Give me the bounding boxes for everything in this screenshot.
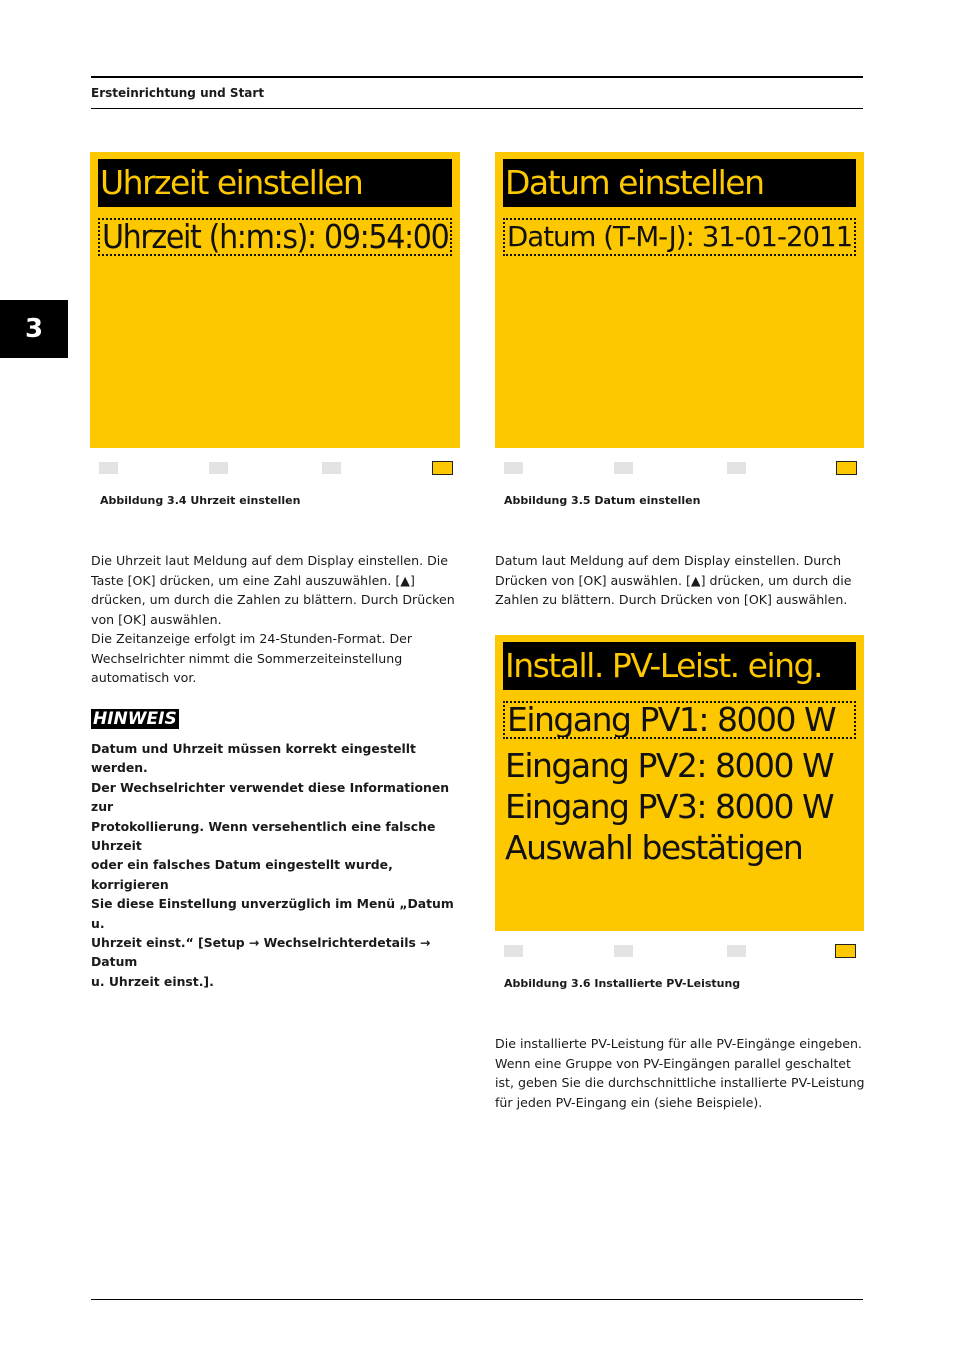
ok-button[interactable] (836, 461, 857, 475)
display-date-buttons (495, 462, 864, 476)
note-line: Der Wechselrichter verwendet diese Informationen zur (91, 779, 450, 815)
header-rule-bottom (91, 108, 863, 109)
display-time-selected: Uhrzeit (h:m:s): 09:54:00 (98, 218, 452, 256)
note-body (91, 739, 461, 991)
ok-button[interactable] (432, 461, 453, 475)
soft-button-2[interactable] (209, 462, 228, 474)
soft-button-3[interactable] (727, 462, 746, 474)
text-line: Datum laut Meldung auf dem Display einstellen. Durch (495, 553, 842, 568)
display-pv-line-3: Eingang PV3: 8000 W (505, 788, 834, 826)
text-line: Wenn eine Gruppe von PV-Eingängen parallel geschaltet (495, 1055, 851, 1071)
display-pv-title: Install. PV-Leist. eing. (503, 642, 856, 690)
text-line: ist, geben Sie die durchschnittliche installierte PV-Leistung (495, 1075, 865, 1090)
display-time-title: Uhrzeit einstellen (98, 159, 452, 207)
figure-caption-3-6: Abbildung 3.6 Installierte PV-Leistung (504, 977, 741, 990)
header-title: Ersteinrichtung und Start (91, 86, 265, 100)
text-line: von [OK] auswählen. (91, 611, 222, 627)
text-line: Wechselrichter nimmt die Sommerzeiteinstellung (91, 650, 403, 666)
note-line: Datum und Uhrzeit müssen korrekt eingestellt werden. (91, 741, 416, 776)
pv-instructions (495, 1034, 865, 1112)
chapter-tab: 3 (0, 300, 68, 358)
soft-button-3[interactable] (727, 945, 746, 957)
text-line: Die Uhrzeit laut Meldung auf dem Display einstellen. Die (91, 553, 449, 568)
display-date-title: Datum einstellen (503, 159, 856, 207)
display-pv (495, 635, 864, 931)
header-rule-top (91, 76, 863, 78)
display-time (90, 152, 460, 448)
note-line: oder ein falsches Datum eingestellt wurde, korrigieren (91, 857, 393, 892)
display-date (495, 152, 864, 448)
note-line: Protokollierung. Wenn versehentlich eine falsche Uhrzeit (91, 818, 436, 854)
soft-button-3[interactable] (322, 462, 341, 474)
soft-button-1[interactable] (504, 945, 523, 957)
soft-button-1[interactable] (99, 462, 118, 474)
figure-caption-3-4: Abbildung 3.4 Uhrzeit einstellen (100, 494, 301, 507)
footer-rule (91, 1299, 863, 1300)
note-line: u. Uhrzeit einst.]. (91, 973, 214, 989)
soft-button-2[interactable] (614, 945, 633, 957)
display-pv-selected: Eingang PV1: 8000 W (503, 701, 856, 739)
text-line: Zahlen zu blättern. Durch Drücken von [OK] auswählen. (495, 592, 848, 607)
display-time-buttons (90, 462, 460, 476)
time-instructions (91, 551, 461, 688)
soft-button-1[interactable] (504, 462, 523, 474)
text-line: Taste [OK] drücken, um eine Zahl auszuwählen. [▲] (91, 572, 415, 588)
figure-caption-3-5: Abbildung 3.5 Datum einstellen (504, 494, 701, 507)
note-line: Sie diese Einstellung unverzüglich im Menü „Datum u. (91, 896, 454, 931)
note-line: Uhrzeit einst.“ [Setup → Wechselrichterdetails → Datum (91, 935, 431, 970)
text-line: Die Zeitanzeige erfolgt im 24-Stunden-Format. Der (91, 631, 413, 646)
text-line: für jeden PV-Eingang ein (siehe Beispiele). (495, 1094, 763, 1110)
ok-button[interactable] (835, 944, 856, 958)
text-line: automatisch vor. (91, 670, 197, 685)
text-line: drücken, um durch die Zahlen zu blättern. Durch Drücken (91, 592, 455, 607)
display-pv-buttons (495, 945, 864, 959)
display-date-selected: Datum (T-M-J): 31-01-2011 (503, 218, 856, 256)
display-pv-line-2: Eingang PV2: 8000 W (505, 747, 834, 785)
note-heading: HINWEIS (93, 709, 177, 729)
display-pv-line-4: Auswahl bestätigen (505, 829, 803, 867)
text-line: Die installierte PV-Leistung für alle PV-Eingänge eingeben. (495, 1036, 862, 1051)
date-instructions (495, 551, 865, 610)
text-line: Drücken von [OK] auswählen. [▲] drücken, um durch die (495, 572, 852, 588)
soft-button-2[interactable] (614, 462, 633, 474)
